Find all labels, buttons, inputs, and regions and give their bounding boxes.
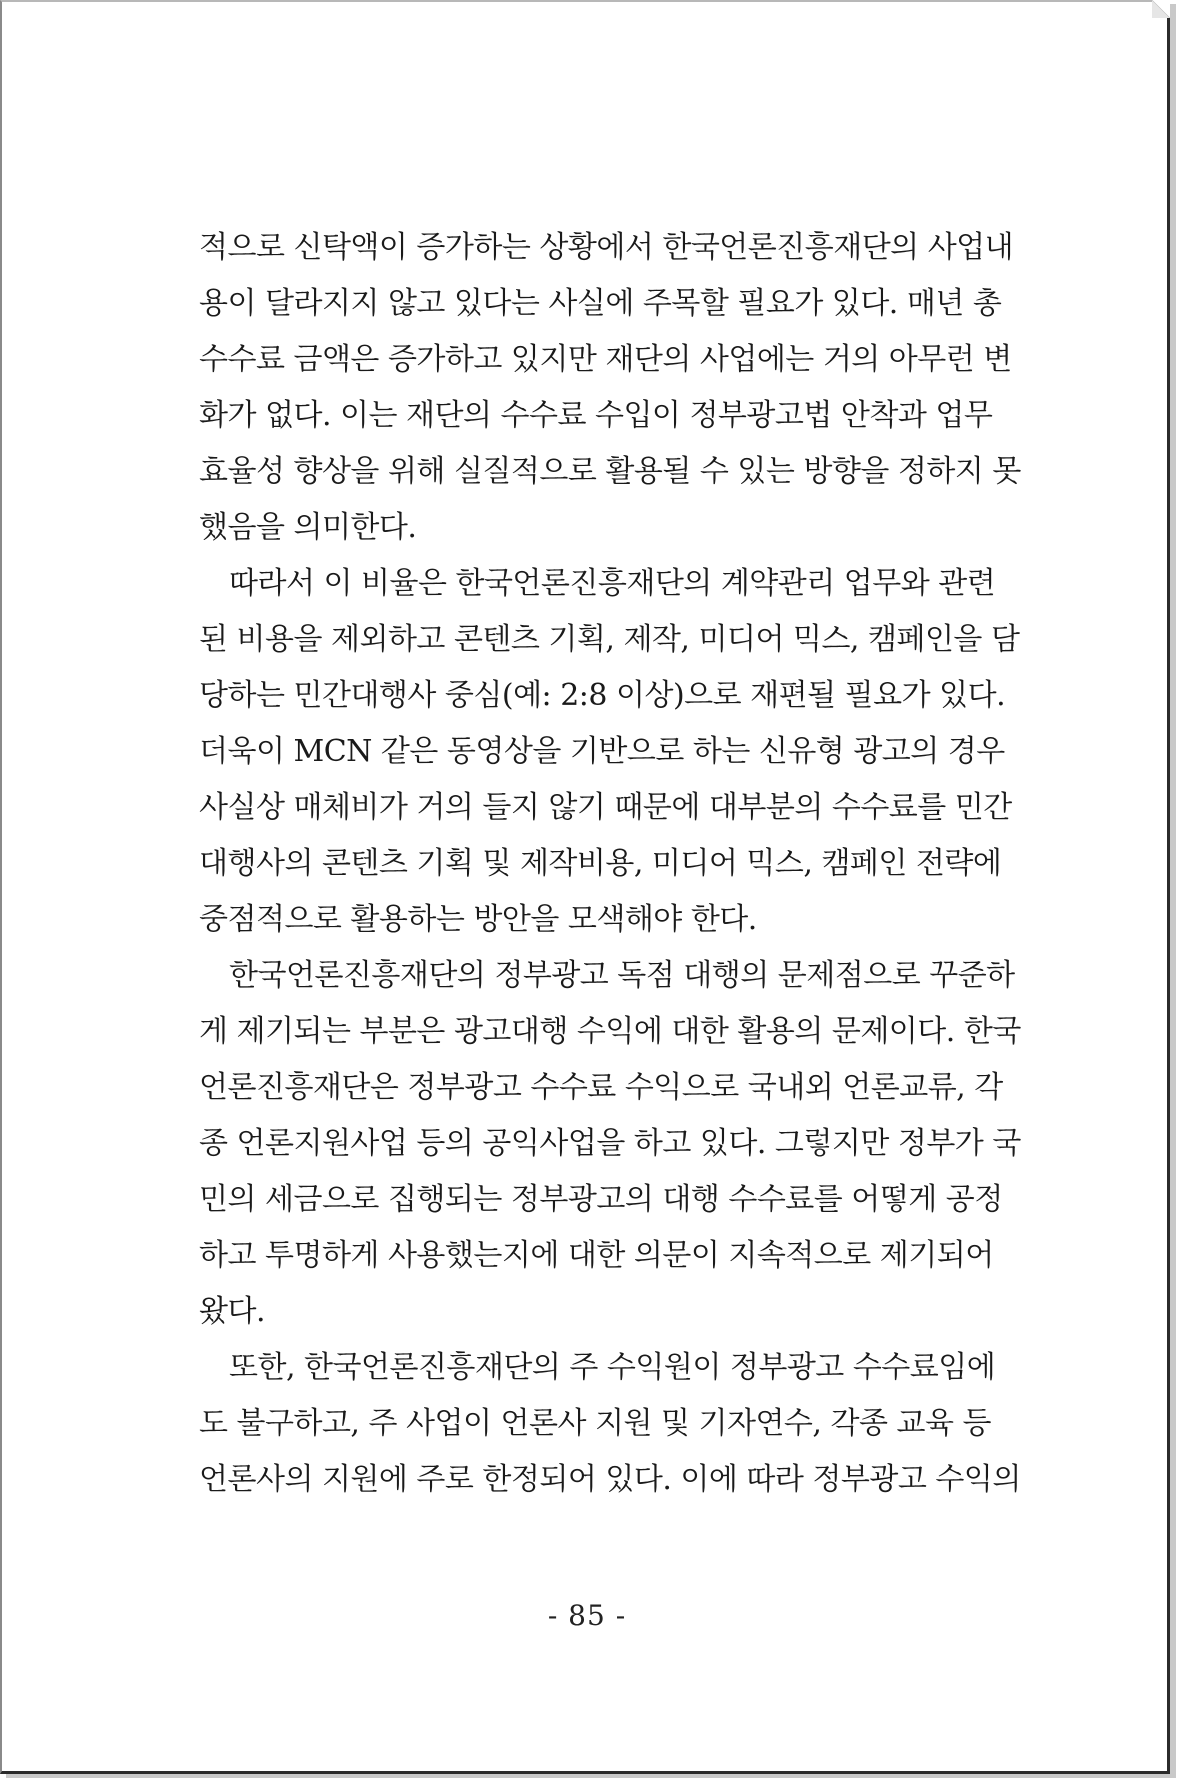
paragraph-3 [199,948,1021,1340]
text-line: 따라서 이 비율은 한국언론진흥재단의 계약관리 업무와 관련 [229,566,996,601]
text-line: 언론사의 지원에 주로 한정되어 있다. 이에 따라 정부광고 수익의 [199,1462,1021,1497]
text-line: 또한, 한국언론진흥재단의 주 수익원이 정부광고 수수료임에 [229,1350,996,1385]
text-line: 언론진흥재단은 정부광고 수수료 수익으로 국내외 언론교류, 각 [199,1070,1003,1105]
text-line: 용이 달라지지 않고 있다는 사실에 주목할 필요가 있다. 매년 총 [199,286,1002,321]
text-line: 게 제기되는 부분은 광고대행 수익에 대한 활용의 문제이다. 한국 [199,1014,1021,1049]
text-line: 대행사의 콘텐츠 기획 및 제작비용, 미디어 믹스, 캠페인 전략에 [199,846,1002,881]
body-text [199,220,1021,1508]
text-line: 사실상 매체비가 거의 들지 않기 때문에 대부분의 수수료를 민간 [199,790,1012,825]
text-line: 당하는 민간대행사 중심(예: 2:8 이상)으로 재편될 필요가 있다. [199,678,1006,713]
paragraph-2 [199,556,1020,948]
text-line: 한국언론진흥재단의 정부광고 독점 대행의 문제점으로 꾸준하 [229,958,1015,993]
text-line: 하고 투명하게 사용했는지에 대한 의문이 지속적으로 제기되어 [199,1238,994,1273]
text-line: 중점적으로 활용하는 방안을 모색해야 한다. [199,902,757,937]
text-line: 적으로 신탁액이 증가하는 상황에서 한국언론진흥재단의 사업내 [199,230,1014,265]
text-line: 화가 없다. 이는 재단의 수수료 수입이 정부광고법 안착과 업무 [199,398,993,433]
text-line: 더욱이 MCN 같은 동영상을 기반으로 하는 신유형 광고의 경우 [199,734,1005,769]
page-number: - 85 - [547,1599,627,1632]
text-line: 도 불구하고, 주 사업이 언론사 지원 및 기자연수, 각종 교육 등 [199,1406,991,1441]
paragraph-4 [199,1340,1021,1508]
text-line: 효율성 향상을 위해 실질적으로 활용될 수 있는 방향을 정하지 못 [199,454,1021,489]
text-line: 했음을 의미한다. [199,510,417,545]
text-line: 수수료 금액은 증가하고 있지만 재단의 사업에는 거의 아무런 변 [199,342,1012,377]
text-line: 된 비용을 제외하고 콘텐츠 기획, 제작, 미디어 믹스, 캠페인을 담 [199,622,1020,657]
paragraph-1 [199,220,1021,556]
text-line: 민의 세금으로 집행되는 정부광고의 대행 수수료를 어떻게 공정 [199,1182,1003,1217]
text-line: 종 언론지원사업 등의 공익사업을 하고 있다. 그렇지만 정부가 국 [199,1126,1021,1161]
text-line: 왔다. [199,1294,265,1329]
